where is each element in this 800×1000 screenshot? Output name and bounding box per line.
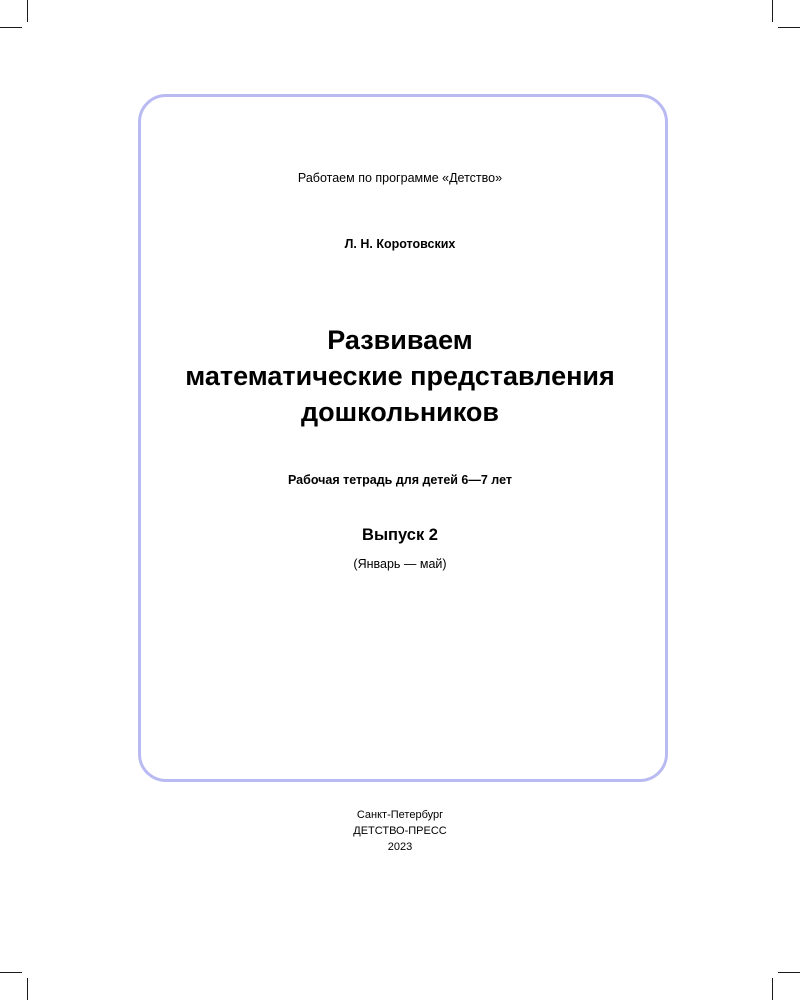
crop-mark-top-left-horizontal xyxy=(0,27,22,28)
book-subtitle: Рабочая тетрадь для детей 6—7 лет xyxy=(287,473,512,487)
crop-mark-top-left-vertical xyxy=(27,0,28,22)
crop-mark-bottom-left-vertical xyxy=(27,978,28,1000)
program-line: Работаем по программе «Детство» xyxy=(297,171,503,185)
imprint-year: 2023 xyxy=(387,841,413,853)
author-name: Л. Н. Коротовских xyxy=(344,237,456,251)
crop-mark-top-right-horizontal xyxy=(778,27,800,28)
crop-mark-bottom-right-vertical xyxy=(772,978,773,1000)
book-title xyxy=(0,322,800,430)
title-frame xyxy=(138,94,668,782)
imprint-publisher: ДЕТСТВО-ПРЕСС xyxy=(353,825,447,837)
imprint-city: Санкт-Петербург xyxy=(356,809,444,821)
crop-mark-bottom-left-horizontal xyxy=(0,972,22,973)
book-title-line-1: Развиваем xyxy=(327,325,473,355)
book-title-line-3: дошкольников xyxy=(300,397,500,427)
issue-label: Выпуск 2 xyxy=(362,526,438,544)
crop-mark-top-right-vertical xyxy=(772,0,773,22)
crop-mark-bottom-right-horizontal xyxy=(778,972,800,973)
imprint xyxy=(0,807,800,855)
issue-period: (Январь — май) xyxy=(353,557,447,571)
book-title-line-2: математические представления xyxy=(185,361,615,391)
